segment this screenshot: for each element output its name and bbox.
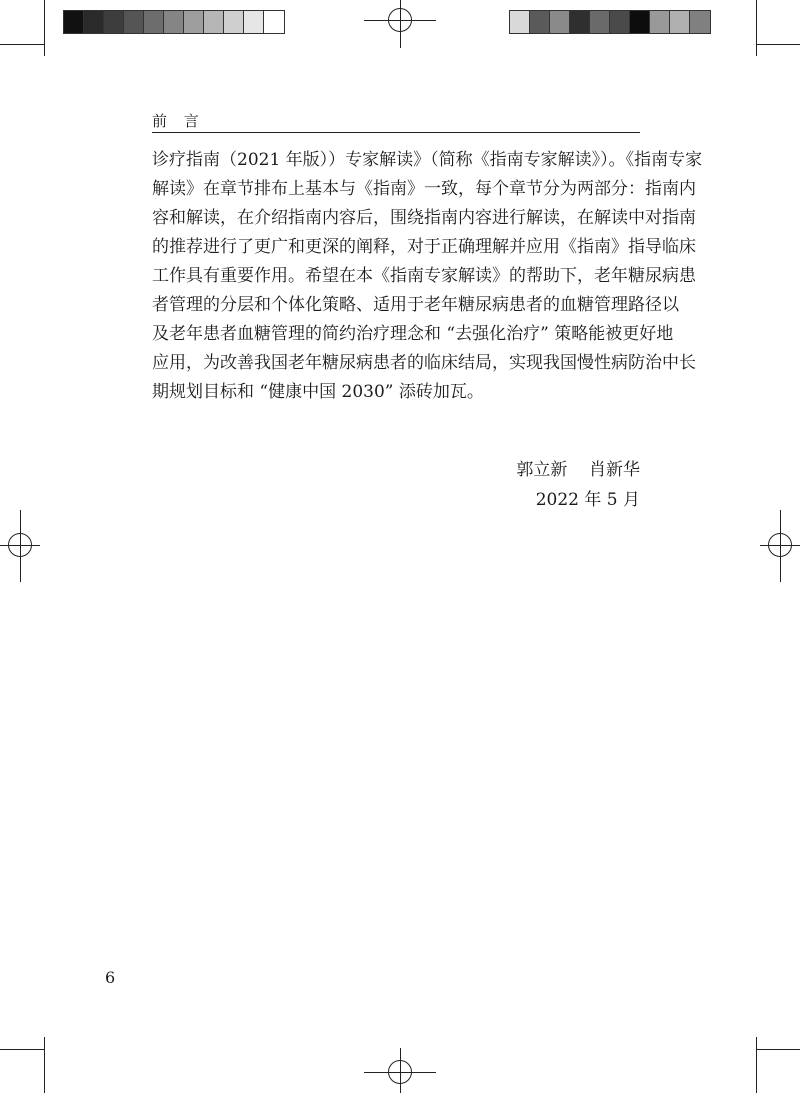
calibration-swatch <box>104 11 124 33</box>
crop-mark <box>44 1037 45 1093</box>
calibration-swatch <box>610 11 630 33</box>
calibration-swatch <box>224 11 244 33</box>
calibration-swatch <box>264 11 284 33</box>
crop-mark <box>756 44 800 45</box>
calibration-swatch <box>590 11 610 33</box>
calibration-swatch <box>144 11 164 33</box>
header-rule <box>152 132 640 133</box>
crop-mark <box>0 44 44 45</box>
calibration-swatch <box>510 11 530 33</box>
calibration-swatch <box>204 11 224 33</box>
calibration-swatch <box>164 11 184 33</box>
text-line: 解读》在章节排布上基本与《指南》一致，每个章节分为两部分：指南内 <box>152 179 696 199</box>
text-line: 应用，为改善我国老年糖尿病患者的临床结局，实现我国慢性病防治中长 <box>152 353 696 373</box>
calibration-swatch <box>550 11 570 33</box>
crop-mark <box>44 0 45 56</box>
calibration-swatch <box>244 11 264 33</box>
calibration-bar-right <box>509 10 711 34</box>
calibration-swatch <box>64 11 84 33</box>
signature-block <box>516 455 640 515</box>
crop-mark <box>756 0 757 56</box>
text-line: 诊疗指南（2021 年版））专家解读》（简称《指南专家解读》）。《指南专家 <box>152 150 703 170</box>
calibration-swatch <box>650 11 670 33</box>
text-line: 及老年患者血糖管理的简约治疗理念和 “去强化治疗” 策略能被更好地 <box>152 324 674 344</box>
page-number: 6 <box>105 968 116 987</box>
signature-date: 2022 年 5 月 <box>535 490 640 510</box>
calibration-swatch <box>630 11 650 33</box>
registration-target <box>388 8 412 32</box>
calibration-swatch <box>184 11 204 33</box>
signature-authors: 郭立新 肖新华 <box>516 460 640 480</box>
registration-target <box>8 533 32 557</box>
calibration-swatch <box>84 11 104 33</box>
crop-mark <box>756 1049 800 1050</box>
text-line: 者管理的分层和个体化策略、适用于老年糖尿病患者的血糖管理路径以 <box>152 295 679 315</box>
registration-target <box>768 533 792 557</box>
calibration-swatch <box>690 11 710 33</box>
calibration-swatch <box>570 11 590 33</box>
text-line: 容和解读，在介绍指南内容后，围绕指南内容进行解读，在解读中对指南 <box>152 208 696 228</box>
body-paragraph <box>152 146 703 407</box>
crop-mark <box>756 1037 757 1093</box>
text-line: 期规划目标和 “健康中国 2030” 添砖加瓦。 <box>152 382 484 402</box>
text-line: 工作具有重要作用。希望在本《指南专家解读》的帮助下，老年糖尿病患 <box>152 266 696 286</box>
calibration-swatch <box>124 11 144 33</box>
registration-target <box>388 1060 412 1084</box>
text-line: 的推荐进行了更广和更深的阐释，对于正确理解并应用《指南》指导临床 <box>152 237 696 257</box>
crop-mark <box>0 1049 44 1050</box>
calibration-bar-left <box>63 10 285 34</box>
running-header: 前 言 <box>152 112 205 130</box>
calibration-swatch <box>670 11 690 33</box>
calibration-swatch <box>530 11 550 33</box>
